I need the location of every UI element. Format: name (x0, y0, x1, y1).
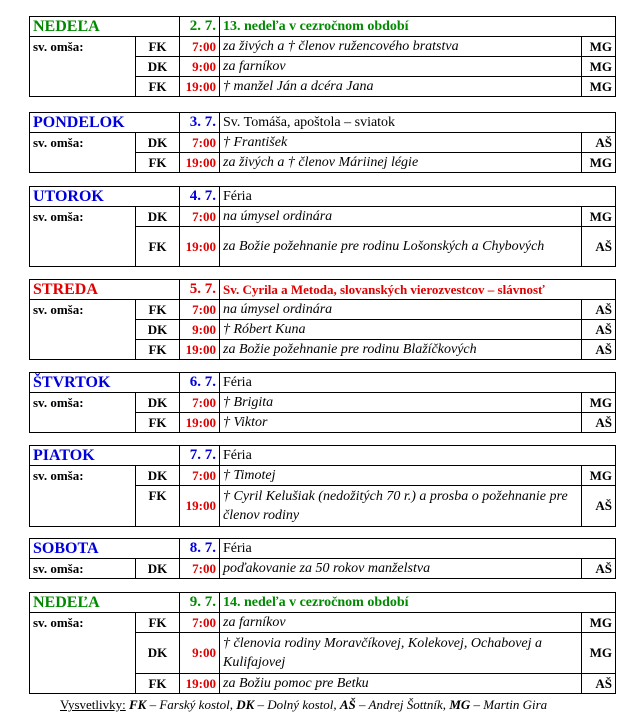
day-block-thursday-6-7 (29, 372, 616, 433)
priest-code: MG (581, 57, 615, 77)
mass-intention: za živých a † členov Máriinej légie (220, 153, 582, 173)
mass-label: sv. omša: (30, 559, 136, 579)
mass-intention: za farníkov (220, 613, 582, 633)
church-code: FK (136, 613, 180, 633)
legend-mg-text: – Martin Gira (470, 697, 548, 712)
priest-code: MG (581, 77, 615, 97)
day-block-monday-3-7 (29, 112, 616, 173)
mass-time: 19:00 (180, 340, 220, 360)
mass-time: 19:00 (180, 413, 220, 433)
mass-label: sv. omša: (30, 207, 136, 267)
mass-intention: poďakovanie za 50 rokov manželstva (220, 559, 582, 579)
mass-intention: za farníkov (220, 57, 582, 77)
mass-intention: † František (220, 133, 582, 153)
mass-label: sv. omša: (30, 133, 136, 173)
mass-time: 7:00 (180, 300, 220, 320)
priest-code: MG (581, 393, 615, 413)
mass-time: 7:00 (180, 37, 220, 57)
day-name: NEDEĽA (30, 17, 180, 37)
priest-code: AŠ (582, 133, 616, 153)
mass-intention: na úmysel ordinára (220, 300, 582, 320)
church-code: DK (136, 633, 180, 674)
mass-time: 19:00 (180, 77, 220, 97)
mass-time: 9:00 (180, 633, 220, 674)
legend (60, 697, 547, 713)
church-code: FK (136, 77, 180, 97)
day-name: NEDEĽA (30, 593, 180, 613)
church-code: DK (136, 466, 180, 486)
priest-code: AŠ (581, 340, 615, 360)
day-name: STREDA (30, 280, 180, 300)
day-block-wednesday-5-7 (29, 279, 616, 360)
day-block-sunday-9-7 (29, 592, 616, 694)
priest-code: AŠ (581, 486, 615, 527)
mass-time: 7:00 (180, 466, 220, 486)
mass-intention: † Brigita (220, 393, 582, 413)
church-code: FK (136, 37, 180, 57)
day-title: 13. nedeľa v cezročnom období (220, 17, 616, 37)
legend-heading: Vysvetlivky: (60, 697, 126, 712)
day-title: Féria (220, 539, 616, 559)
mass-intention: za Božie požehnanie pre rodinu Blažíčkových (220, 340, 582, 360)
church-code: DK (136, 57, 180, 77)
mass-label: sv. omša: (30, 613, 136, 694)
mass-time: 9:00 (180, 57, 220, 77)
mass-time: 19:00 (180, 227, 220, 267)
church-code: FK (136, 340, 180, 360)
mass-time: 19:00 (180, 674, 220, 694)
day-date: 6. 7. (180, 373, 220, 393)
priest-code: MG (582, 153, 616, 173)
mass-intention: † Viktor (220, 413, 582, 433)
mass-time: 7:00 (180, 393, 220, 413)
day-title: Féria (220, 187, 616, 207)
priest-code: MG (581, 613, 615, 633)
mass-label: sv. omša: (30, 37, 136, 97)
day-name: SOBOTA (30, 539, 180, 559)
day-title: Sv. Tomáša, apoštola – sviatok (220, 113, 616, 133)
church-code: DK (136, 393, 180, 413)
legend-fk-text: – Farský kostol, (146, 697, 237, 712)
church-code: DK (136, 207, 180, 227)
day-title: 14. nedeľa v cezročnom období (220, 593, 616, 613)
priest-code: AŠ (581, 227, 615, 267)
day-date: 7. 7. (180, 446, 220, 466)
mass-time: 9:00 (180, 320, 220, 340)
church-code: DK (136, 559, 180, 579)
mass-time: 19:00 (180, 486, 220, 527)
day-name: PIATOK (30, 446, 180, 466)
church-code: FK (136, 674, 180, 694)
legend-dk-text: – Dolný kostol, (254, 697, 340, 712)
mass-label: sv. omša: (30, 466, 136, 527)
mass-label: sv. omša: (30, 393, 136, 433)
legend-as-text: – Andrej Šottník, (355, 697, 450, 712)
church-code: FK (136, 486, 180, 527)
church-code: DK (136, 320, 180, 340)
legend-dk-abbr: DK (236, 697, 255, 712)
mass-time: 19:00 (180, 153, 220, 173)
day-name: UTOROK (30, 187, 180, 207)
mass-intention: za Božie požehnanie pre rodinu Lošonských a Chybových (220, 227, 582, 267)
legend-mg-abbr: MG (449, 697, 471, 712)
mass-time: 7:00 (180, 559, 220, 579)
day-date: 3. 7. (180, 113, 220, 133)
priest-code: AŠ (581, 300, 615, 320)
mass-time: 7:00 (180, 207, 220, 227)
day-date: 8. 7. (180, 539, 220, 559)
day-name: PONDELOK (30, 113, 180, 133)
mass-intention: za Božiu pomoc pre Betku (220, 674, 582, 694)
priest-code: MG (581, 207, 615, 227)
legend-as-abbr: AŠ (339, 697, 356, 712)
day-title: Sv. Cyrila a Metoda, slovanských vierozvestcov – slávnosť (220, 280, 616, 300)
church-code: FK (136, 153, 180, 173)
mass-intention: † Cyril Kelušiak (nedožitých 70 r.) a prosba o požehnanie pre členov rodiny (220, 486, 582, 527)
day-date: 4. 7. (180, 187, 220, 207)
day-name: ŠTVRTOK (30, 373, 180, 393)
church-code: DK (136, 133, 180, 153)
church-code: FK (136, 413, 180, 433)
day-block-friday-7-7 (29, 445, 616, 527)
priest-code: AŠ (581, 674, 615, 694)
legend-fk-abbr: FK (128, 697, 147, 712)
church-code: FK (136, 227, 180, 267)
priest-code: AŠ (581, 559, 615, 579)
mass-time: 7:00 (180, 613, 220, 633)
day-title: Féria (220, 446, 616, 466)
mass-intention: † Róbert Kuna (220, 320, 582, 340)
mass-intention: † členovia rodiny Moravčíkovej, Kolekovej, Ochabovej a Kulifajovej (220, 633, 582, 674)
day-date: 9. 7. (180, 593, 220, 613)
priest-code: MG (581, 633, 615, 674)
mass-intention: na úmysel ordinára (220, 207, 582, 227)
day-date: 5. 7. (180, 280, 220, 300)
day-block-sunday-2-7 (29, 16, 616, 97)
mass-intention: za živých a † členov ružencového bratstva (220, 37, 582, 57)
day-block-saturday-8-7 (29, 538, 616, 579)
mass-intention: † Timotej (220, 466, 582, 486)
priest-code: AŠ (581, 320, 615, 340)
priest-code: AŠ (581, 413, 615, 433)
church-code: FK (136, 300, 180, 320)
mass-label: sv. omša: (30, 300, 136, 360)
mass-time: 7:00 (180, 133, 220, 153)
mass-intention: † manžel Ján a dcéra Jana (220, 77, 582, 97)
priest-code: MG (581, 37, 615, 57)
day-block-tuesday-4-7 (29, 186, 616, 267)
day-title: Féria (220, 373, 616, 393)
day-date: 2. 7. (180, 17, 220, 37)
priest-code: MG (581, 466, 615, 486)
